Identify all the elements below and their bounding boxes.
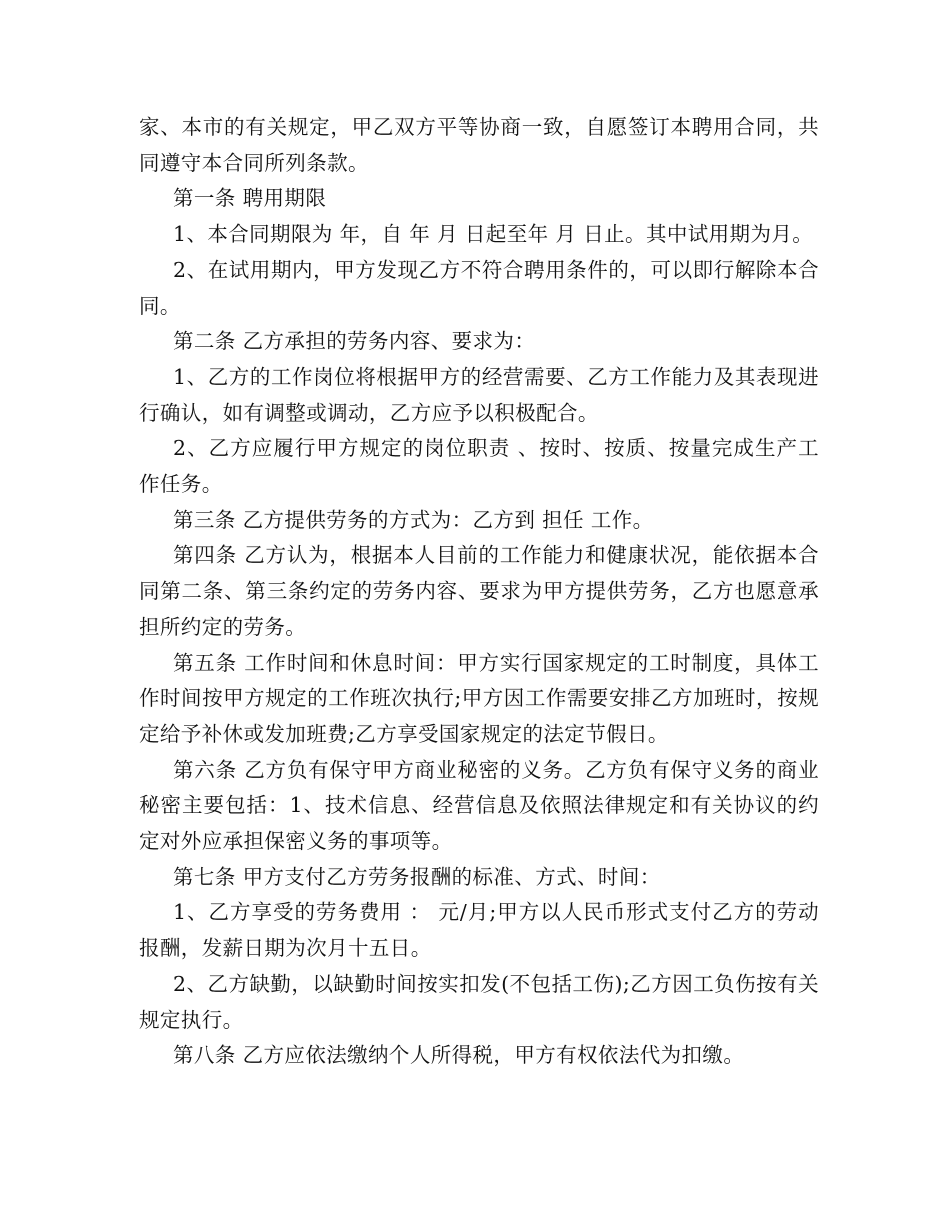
article-5: 第五条 工作时间和休息时间：甲方实行国家规定的工时制度，具体工作时间按甲方规定的工作班次执行;甲方因工作需要安排乙方加班时，按规定给予补休或发加班费;乙方享受国家规定的法定节假日。 [139,650,819,746]
article-7-clause-1: 1、乙方享受的劳务费用 ： 元/月;甲方以人民币形式支付乙方的劳动报酬，发薪日期为次月十五日。 [139,900,819,961]
article-2-clause-1: 1、乙方的工作岗位将根据甲方的经营需要、乙方工作能力及其表现进行确认，如有调整或调动，乙方应予以积极配合。 [139,364,819,425]
article-8: 第八条 乙方应依法缴纳个人所得税，甲方有权依法代为扣缴。 [173,1043,745,1068]
article-4: 第四条 乙方认为，根据本人目前的工作能力和健康状况，能依据本合同第二条、第三条约定的劳务内容、要求为甲方提供劳务，乙方也愿意承担所约定的劳务。 [139,543,819,639]
article-1-clause-1: 1、本合同期限为 年，自 年 月 日起至年 月 日止。其中试用期为月。 [173,222,814,247]
article-7-heading: 第七条 甲方支付乙方劳务报酬的标准、方式、时间： [173,864,661,889]
contract-body [139,110,819,1074]
article-7-clause-2: 2、乙方缺勤，以缺勤时间按实扣发(不包括工伤);乙方因工负伤按有关规定执行。 [139,971,819,1032]
article-6: 第六条 乙方负有保守甲方商业秘密的义务。乙方负有保守义务的商业秘密主要包括：1、技术信息、经营信息及依照法律规定和有关协议的约定对外应承担保密义务的事项等。 [139,757,819,854]
article-2-heading: 第二条 乙方承担的劳务内容、要求为： [173,329,536,354]
article-2-clause-2: 2、乙方应履行甲方规定的岗位职责 、按时、按质、按量完成生产工作任务。 [139,436,819,497]
article-3: 第三条 乙方提供劳务的方式为：乙方到 担任 工作。 [173,507,654,532]
paragraph-continuation: 家、本市的有关规定，甲乙双方平等协商一致，自愿签订本聘用合同，共同遵守本合同所列条款。 [139,115,819,175]
article-1-heading: 第一条 聘用期限 [173,186,327,211]
article-1-clause-2: 2、在试用期内，甲方发现乙方不符合聘用条件的，可以即行解除本合同。 [139,257,819,318]
